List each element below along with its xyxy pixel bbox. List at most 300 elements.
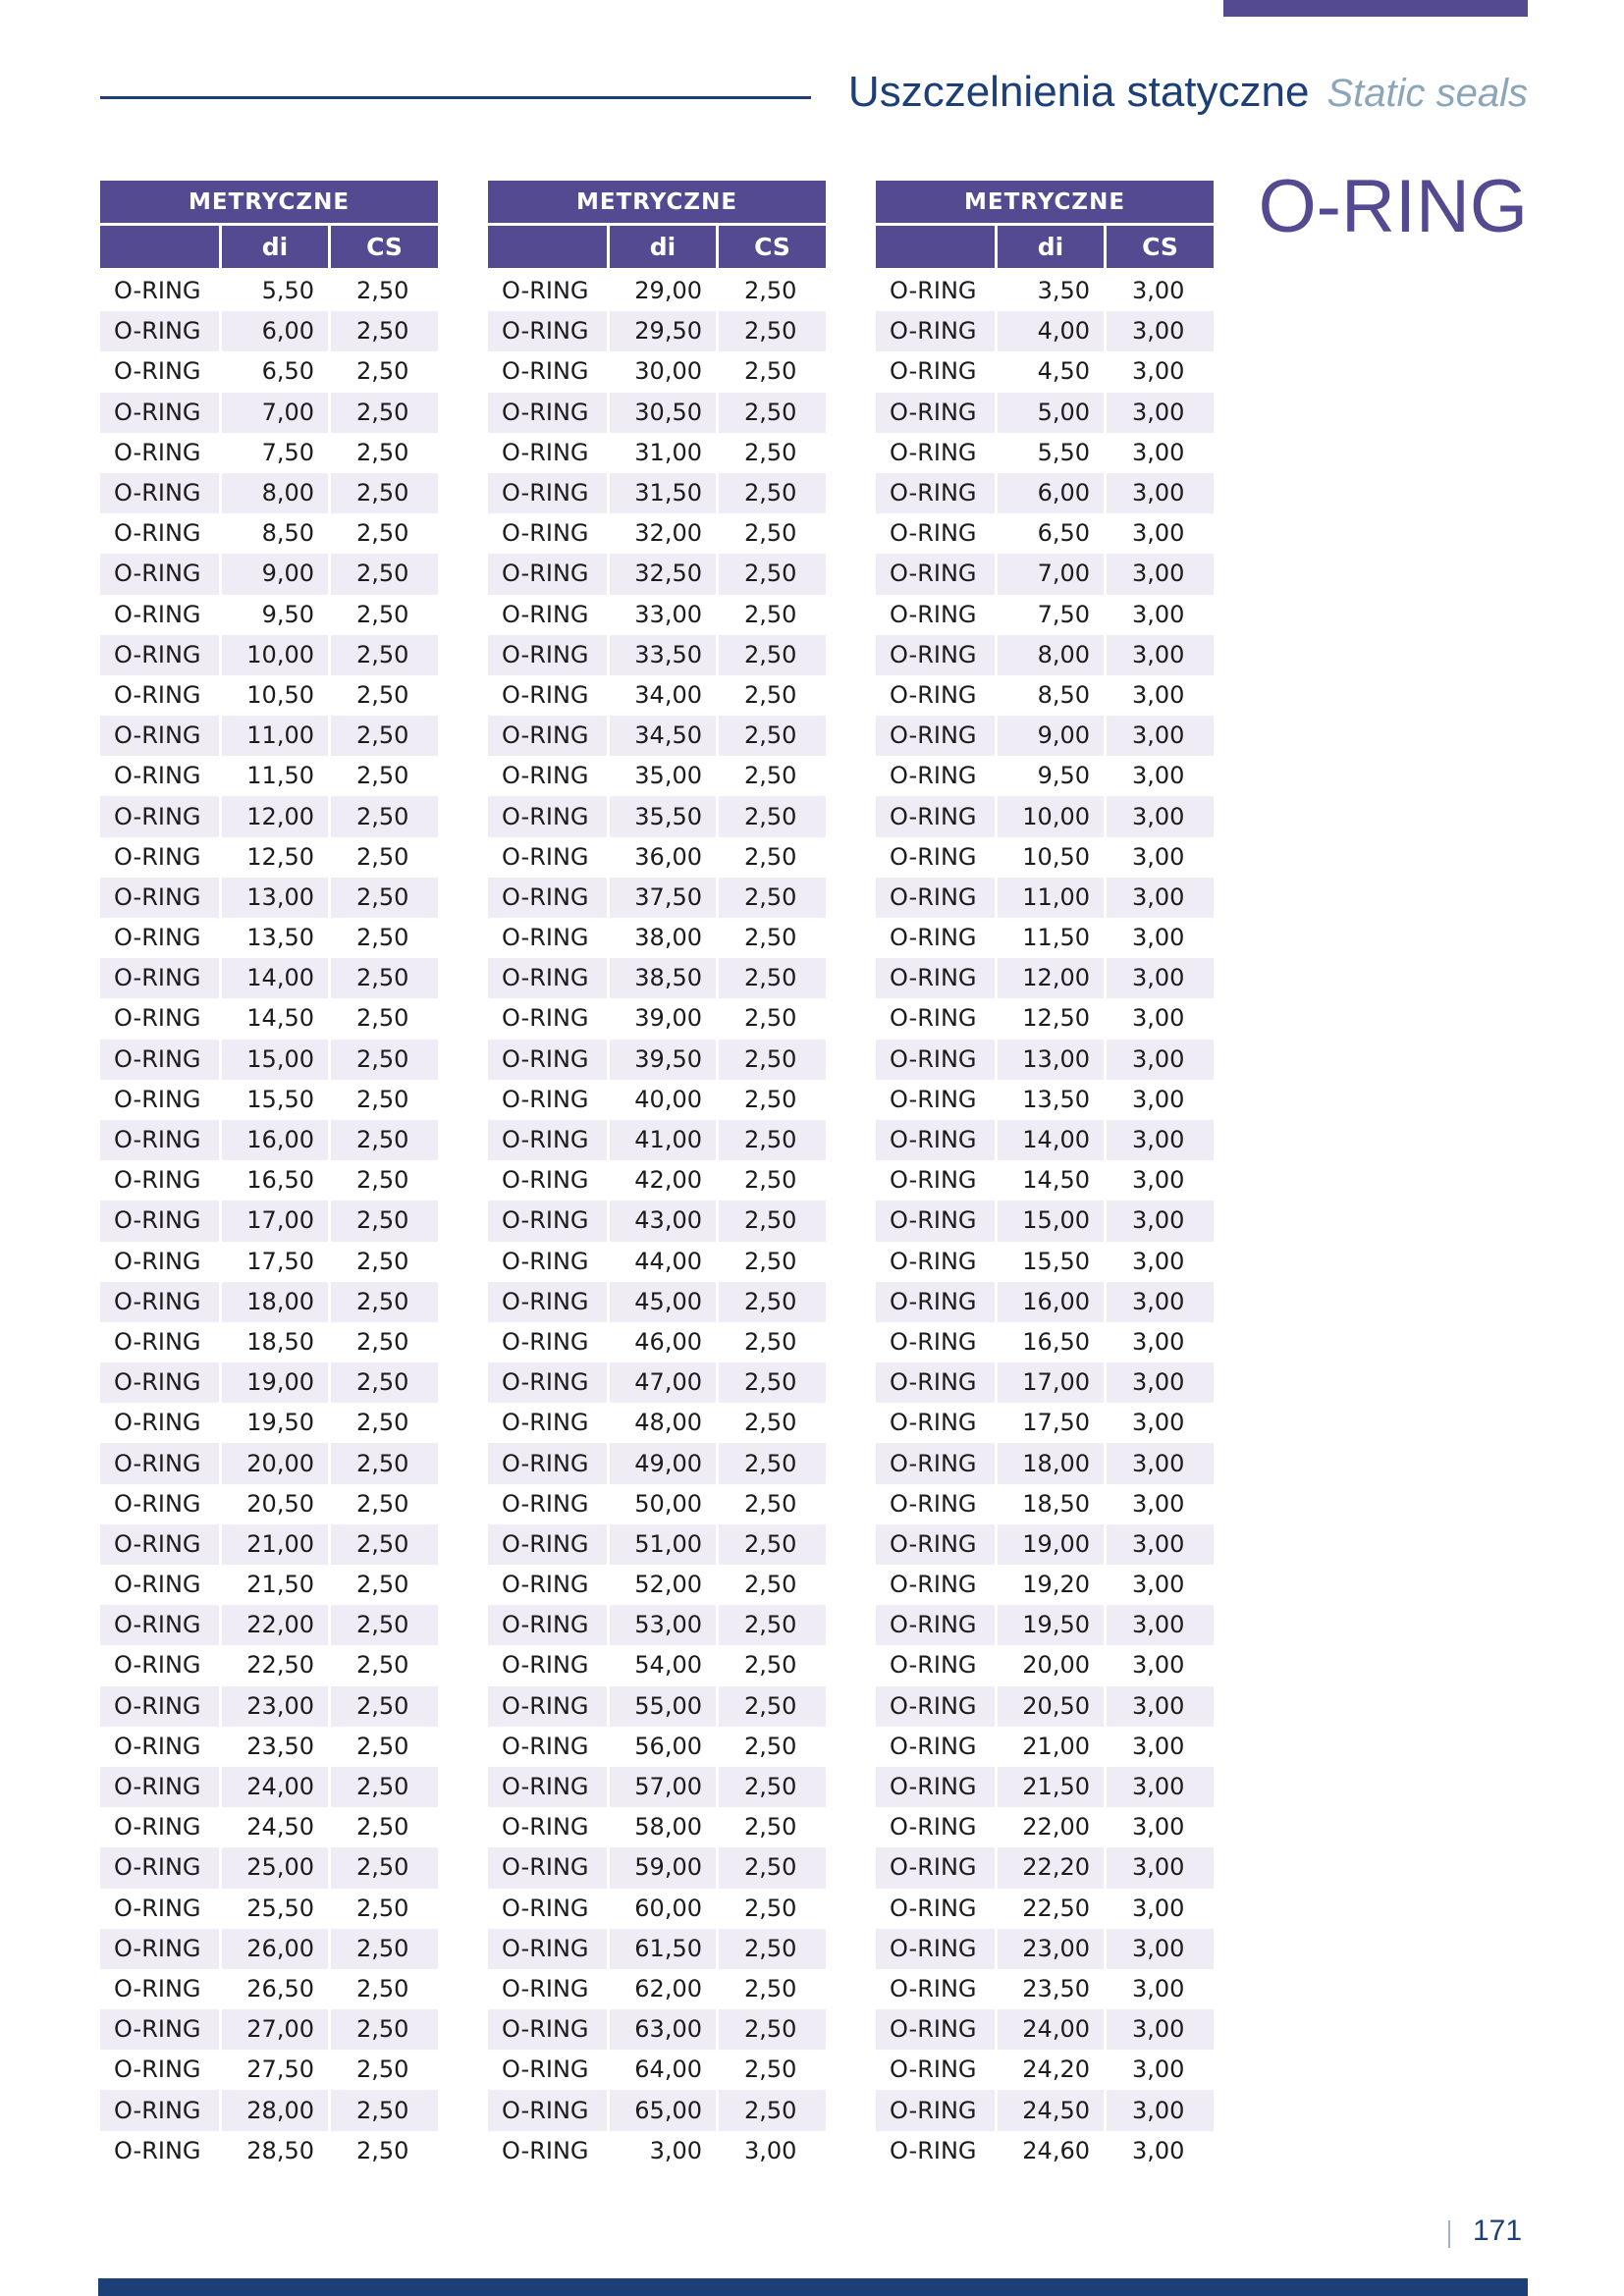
cell-di: 49,00 [610,1443,719,1483]
cell-di: 11,00 [998,878,1107,918]
cell-di: 10,00 [998,796,1107,836]
table-row [100,837,438,878]
cell-cs: 2,50 [719,2090,826,2130]
size-table-2 [488,181,826,2171]
cell-di: 32,00 [610,513,719,554]
cell-di: 23,50 [998,1969,1107,2009]
cell-cs: 3,00 [1107,635,1214,675]
cell-cs: 2,50 [356,1085,409,1113]
cell-cs: 2,50 [331,1524,438,1565]
cell-di: 10,50 [222,675,331,716]
cell-di: 11,00 [222,716,331,756]
table-row [876,1322,1214,1362]
cell-name: O-RING [488,1282,610,1322]
cell-name: O-RING [488,1929,610,1969]
table-row [488,271,826,311]
cell-name: O-RING [488,1484,610,1524]
table-row [488,2009,826,2050]
cell-cs: 2,50 [744,2056,797,2084]
cell-cs: 2,50 [744,1247,797,1275]
table-row [100,958,438,998]
cell-name: O-RING [488,1645,610,1685]
cell-name: O-RING [488,1040,610,1080]
cell-cs: 3,00 [1132,438,1185,466]
cell-cs: 2,50 [719,1929,826,1969]
cell-name: O-RING [876,513,998,554]
cell-di: 8,00 [222,473,331,513]
cell-name: O-RING [876,878,998,918]
cell-name: O-RING [876,1040,998,1080]
table-row [100,595,438,635]
cell-cs: 2,50 [744,762,797,790]
cell-di: 46,00 [610,1322,719,1362]
cell-di: 20,00 [998,1645,1107,1685]
cell-name: O-RING [100,675,222,716]
cell-name: O-RING [100,595,222,635]
cell-cs: 2,50 [331,635,438,675]
cell-cs: 3,00 [1107,1443,1214,1483]
column-header-name [876,226,998,271]
cell-di: 9,50 [998,756,1107,796]
cell-cs: 2,50 [744,924,797,952]
cell-cs: 2,50 [744,1409,797,1437]
cell-di: 16,50 [222,1160,331,1201]
cell-di: 11,50 [998,918,1107,958]
cell-name: O-RING [488,1242,610,1282]
table-row [100,1120,438,1160]
cell-cs: 3,00 [1107,716,1214,756]
cell-name: O-RING [100,1484,222,1524]
table-row [488,1605,826,1645]
cell-di: 57,00 [610,1767,719,1807]
cell-name: O-RING [876,351,998,392]
cell-name: O-RING [100,393,222,433]
table-row [876,1565,1214,1605]
cell-name: O-RING [488,1686,610,1727]
table-row [876,675,1214,716]
table-row [876,1807,1214,1847]
cell-cs: 3,00 [1132,680,1185,709]
cell-di: 19,50 [998,1605,1107,1645]
table-row [488,393,826,433]
cell-di: 26,00 [222,1929,331,1969]
cell-name: O-RING [488,918,610,958]
cell-name: O-RING [876,1645,998,1685]
cell-cs: 3,00 [1132,1409,1185,1437]
cell-cs: 3,00 [1107,2009,1214,2050]
cell-name: O-RING [488,796,610,836]
cell-name: O-RING [488,878,610,918]
cell-name: O-RING [488,271,610,311]
table-row [100,433,438,473]
cell-cs: 2,50 [719,1767,826,1807]
table-row [488,1686,826,1727]
cell-di: 4,50 [998,351,1107,392]
cell-name: O-RING [488,1847,610,1888]
table-row [488,1242,826,1282]
cell-name: O-RING [876,1929,998,1969]
cell-cs: 3,00 [1107,958,1214,998]
cell-di: 20,50 [998,1686,1107,1727]
cell-di: 64,00 [610,2050,719,2090]
cell-cs: 2,50 [744,519,797,548]
cell-name: O-RING [488,1767,610,1807]
cell-di: 7,00 [222,393,331,433]
cell-di: 18,50 [998,1484,1107,1524]
table-row [100,1524,438,1565]
table-row [876,1969,1214,2009]
cell-di: 44,00 [610,1242,719,1282]
cell-di: 24,20 [998,2050,1107,2090]
cell-name: O-RING [100,918,222,958]
cell-di: 22,00 [998,1807,1107,1847]
cell-name: O-RING [100,1605,222,1645]
table-row [876,716,1214,756]
table-row [876,2090,1214,2130]
table-row [876,998,1214,1039]
cell-di: 33,50 [610,635,719,675]
cell-name: O-RING [488,1969,610,2009]
table-row [876,1686,1214,1727]
cell-name: O-RING [876,433,998,473]
cell-di: 14,50 [222,998,331,1039]
cell-name: O-RING [876,595,998,635]
cell-di: 59,00 [610,1847,719,1888]
table-row [100,1080,438,1120]
table-row [100,1484,438,1524]
cell-di: 39,00 [610,998,719,1039]
cell-di: 15,50 [222,1080,331,1120]
cell-di: 40,00 [610,1080,719,1120]
cell-name: O-RING [100,1201,222,1241]
cell-name: O-RING [876,635,998,675]
size-table-1 [100,181,438,2171]
cell-name: O-RING [488,513,610,554]
cell-cs: 3,00 [1107,473,1214,513]
cell-cs: 3,00 [1132,1247,1185,1275]
cell-cs: 2,50 [356,1651,409,1680]
cell-di: 13,00 [998,1040,1107,1080]
table-row [488,635,826,675]
table-row [876,878,1214,918]
cell-name: O-RING [876,311,998,351]
cell-name: O-RING [488,1160,610,1201]
cell-di: 12,00 [998,958,1107,998]
cell-name: O-RING [488,2131,610,2171]
cell-di: 8,50 [222,513,331,554]
table-row [876,1524,1214,1565]
cell-name: O-RING [488,311,610,351]
table-row [100,998,438,1039]
table-row [488,756,826,796]
cell-di: 60,00 [610,1889,719,1929]
table-row [488,958,826,998]
cell-di: 51,00 [610,1524,719,1565]
cell-di: 14,00 [222,958,331,998]
table-row [100,1403,438,1443]
cell-name: O-RING [100,1929,222,1969]
cell-di: 4,00 [998,311,1107,351]
cell-name: O-RING [876,918,998,958]
cell-cs: 2,50 [356,357,409,386]
cell-cs: 2,50 [744,277,797,305]
table-row [488,1443,826,1483]
cell-name: O-RING [100,878,222,918]
table-group-header: METRYCZNE [488,181,826,226]
table-row [100,1362,438,1403]
cell-cs: 3,00 [1107,1929,1214,1969]
cell-di: 52,00 [610,1565,719,1605]
table-row [876,2009,1214,2050]
cell-cs: 2,50 [331,2009,438,2050]
cell-name: O-RING [100,1847,222,1888]
table-row [488,1201,826,1241]
cell-di: 29,00 [610,271,719,311]
cell-di: 21,50 [998,1767,1107,1807]
cell-name: O-RING [876,1969,998,2009]
cell-di: 16,00 [222,1120,331,1160]
cell-di: 10,50 [998,837,1107,878]
cell-cs: 2,50 [744,357,797,386]
cell-di: 22,20 [998,1847,1107,1888]
cell-name: O-RING [876,958,998,998]
cell-di: 8,00 [998,635,1107,675]
size-table-3 [876,181,1214,2171]
cell-di: 17,00 [222,1201,331,1241]
cell-di: 17,50 [998,1403,1107,1443]
cell-cs: 2,50 [719,473,826,513]
cell-di: 3,00 [610,2131,719,2171]
cell-cs: 2,50 [744,438,797,466]
table-row [100,1443,438,1483]
table-row [100,756,438,796]
cell-name: O-RING [876,837,998,878]
cell-cs: 2,50 [356,1166,409,1195]
cell-di: 25,00 [222,1847,331,1888]
cell-di: 19,00 [222,1362,331,1403]
cell-name: O-RING [488,2050,610,2090]
cell-di: 55,00 [610,1686,719,1727]
table-row [488,2050,826,2090]
cell-cs: 2,50 [744,1894,797,1922]
cell-di: 38,00 [610,918,719,958]
cell-cs: 3,00 [1107,1524,1214,1565]
cell-di: 34,00 [610,675,719,716]
cell-di: 41,00 [610,1120,719,1160]
table-row [488,1080,826,1120]
cell-di: 23,00 [998,1929,1107,1969]
cell-cs: 2,50 [744,600,797,628]
table-row [100,1282,438,1322]
cell-di: 19,00 [998,1524,1107,1565]
cell-name: O-RING [100,756,222,796]
table-row [100,716,438,756]
table-row [488,433,826,473]
table-row [876,1282,1214,1322]
table-row [876,1889,1214,1929]
cell-name: O-RING [100,1645,222,1685]
table-row [876,1080,1214,1120]
table-row [876,1767,1214,1807]
table-row [100,635,438,675]
cell-name: O-RING [488,351,610,392]
cell-cs: 3,00 [1132,1974,1185,2002]
cell-di: 13,50 [222,918,331,958]
cell-di: 24,00 [998,2009,1107,2050]
table-row [100,2050,438,2090]
cell-di: 43,00 [610,1201,719,1241]
table-row [876,1605,1214,1645]
cell-name: O-RING [876,796,998,836]
cell-di: 25,50 [222,1889,331,1929]
cell-cs: 2,50 [719,1120,826,1160]
table-row [100,1040,438,1080]
cell-di: 24,60 [998,2131,1107,2171]
cell-di: 24,50 [222,1807,331,1847]
cell-cs: 2,50 [331,1929,438,1969]
cell-cs: 3,00 [1107,393,1214,433]
table-row [876,1362,1214,1403]
table-row [488,1484,826,1524]
cell-cs: 2,50 [356,1489,409,1518]
cell-di: 28,00 [222,2090,331,2130]
cell-di: 53,00 [610,1605,719,1645]
table-row [100,351,438,392]
cell-name: O-RING [488,2009,610,2050]
cell-cs: 2,50 [719,554,826,594]
cell-cs: 3,00 [1132,924,1185,952]
table-row [100,1727,438,1767]
cell-name: O-RING [100,1040,222,1080]
table-row [488,1727,826,1767]
cell-name: O-RING [876,1322,998,1362]
cell-cs: 2,50 [356,1247,409,1275]
cell-cs: 3,00 [1132,1894,1185,1922]
table-row [488,1120,826,1160]
cell-di: 19,20 [998,1565,1107,1605]
cell-name: O-RING [876,1767,998,1807]
cell-cs: 2,50 [356,842,409,871]
table-row [876,1242,1214,1282]
cell-cs: 2,50 [331,1605,438,1645]
table-row [876,918,1214,958]
cell-cs: 2,50 [719,311,826,351]
cell-cs: 3,00 [1107,1362,1214,1403]
cell-cs: 3,00 [1107,1201,1214,1241]
table-row [100,513,438,554]
cell-cs: 2,50 [744,1732,797,1760]
table-row [488,1524,826,1565]
cell-cs: 2,50 [744,680,797,709]
cell-cs: 2,50 [331,796,438,836]
cell-cs: 2,50 [356,1409,409,1437]
cell-cs: 3,00 [1132,842,1185,871]
cell-cs: 2,50 [719,1524,826,1565]
table-row [876,1201,1214,1241]
cell-name: O-RING [100,1565,222,1605]
cell-di: 39,50 [610,1040,719,1080]
cell-di: 15,00 [222,1040,331,1080]
cell-name: O-RING [100,1160,222,1201]
cell-name: O-RING [488,1322,610,1362]
table-row [100,2090,438,2130]
cell-cs: 3,00 [1107,1120,1214,1160]
table-row [876,1727,1214,1767]
cell-di: 6,00 [222,311,331,351]
cell-di: 23,50 [222,1727,331,1767]
table-row [100,1242,438,1282]
cell-cs: 2,50 [331,554,438,594]
table-row [876,1645,1214,1685]
table-row [100,473,438,513]
cell-di: 27,00 [222,2009,331,2050]
cell-name: O-RING [488,554,610,594]
cell-di: 18,00 [998,1443,1107,1483]
cell-name: O-RING [876,1120,998,1160]
cell-cs: 2,50 [719,1282,826,1322]
cell-cs: 3,00 [1107,796,1214,836]
table-row [876,1403,1214,1443]
cell-name: O-RING [876,1484,998,1524]
cell-di: 9,00 [998,716,1107,756]
cell-di: 13,50 [998,1080,1107,1120]
cell-name: O-RING [876,1242,998,1282]
cell-name: O-RING [100,635,222,675]
cell-cs: 3,00 [1132,600,1185,628]
table-row [876,756,1214,796]
cell-name: O-RING [876,1807,998,1847]
table-row [488,595,826,635]
table-row [876,1847,1214,1888]
cell-cs: 3,00 [1132,1813,1185,1842]
cell-name: O-RING [100,433,222,473]
cell-di: 32,50 [610,554,719,594]
cell-cs: 3,00 [1107,1847,1214,1888]
cell-name: O-RING [876,1443,998,1483]
table-row [876,1929,1214,1969]
cell-cs: 2,50 [719,958,826,998]
cell-cs: 2,50 [331,1362,438,1403]
cell-di: 14,50 [998,1160,1107,1201]
cell-di: 48,00 [610,1403,719,1443]
cell-name: O-RING [100,1080,222,1120]
table-row [876,635,1214,675]
cell-cs: 2,50 [331,1686,438,1727]
cell-name: O-RING [488,1605,610,1645]
table-row [488,513,826,554]
cell-di: 30,50 [610,393,719,433]
cell-name: O-RING [100,473,222,513]
cell-cs: 3,00 [1107,878,1214,918]
cell-di: 12,50 [222,837,331,878]
table-row [100,2009,438,2050]
table-row [100,1929,438,1969]
cell-name: O-RING [488,958,610,998]
cell-di: 18,00 [222,1282,331,1322]
table-row [876,2131,1214,2171]
table-row [100,1847,438,1888]
cell-di: 5,50 [998,433,1107,473]
cell-di: 21,50 [222,1565,331,1605]
table-row [100,271,438,311]
cell-cs: 3,00 [1132,1085,1185,1113]
cell-name: O-RING [876,675,998,716]
column-header-di: di [610,226,719,271]
cell-name: O-RING [876,271,998,311]
cell-cs: 2,50 [356,924,409,952]
table-row [876,473,1214,513]
cell-cs: 3,00 [1132,762,1185,790]
